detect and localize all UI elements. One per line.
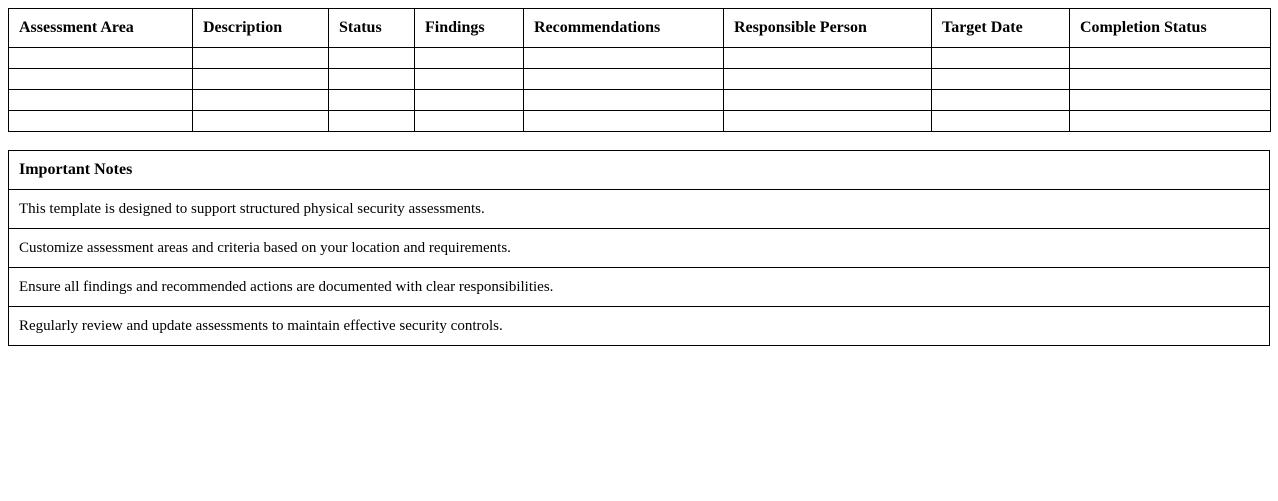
table-cell[interactable] <box>524 111 724 132</box>
table-row <box>9 90 1271 111</box>
notes-table <box>8 150 1270 346</box>
table-cell[interactable] <box>1070 48 1271 69</box>
document-body <box>8 8 1270 346</box>
table-cell[interactable] <box>415 111 524 132</box>
note-item: This template is designed to support structured physical security assessments. <box>9 190 1270 229</box>
table-cell[interactable] <box>524 90 724 111</box>
table-cell[interactable] <box>193 48 329 69</box>
header-responsible-person: Responsible Person <box>724 9 932 48</box>
note-item: Customize assessment areas and criteria based on your location and requirements. <box>9 229 1270 268</box>
assessment-table <box>8 8 1271 132</box>
table-cell[interactable] <box>932 90 1070 111</box>
table-row <box>9 69 1271 90</box>
table-cell[interactable] <box>932 48 1070 69</box>
table-cell[interactable] <box>932 69 1070 90</box>
note-item: Regularly review and update assessments to maintain effective security controls. <box>9 307 1270 346</box>
table-cell[interactable] <box>724 48 932 69</box>
table-cell[interactable] <box>193 111 329 132</box>
table-cell[interactable] <box>329 69 415 90</box>
table-cell[interactable] <box>329 111 415 132</box>
table-cell[interactable] <box>329 90 415 111</box>
header-status: Status <box>329 9 415 48</box>
table-cell[interactable] <box>415 69 524 90</box>
header-assessment-area: Assessment Area <box>9 9 193 48</box>
table-cell[interactable] <box>524 48 724 69</box>
table-cell[interactable] <box>415 90 524 111</box>
table-cell[interactable] <box>9 90 193 111</box>
table-cell[interactable] <box>9 111 193 132</box>
table-cell[interactable] <box>724 69 932 90</box>
table-cell[interactable] <box>724 90 932 111</box>
table-cell[interactable] <box>193 90 329 111</box>
table-cell[interactable] <box>329 48 415 69</box>
table-cell[interactable] <box>524 69 724 90</box>
table-cell[interactable] <box>9 48 193 69</box>
note-row <box>9 307 1270 346</box>
table-row <box>9 48 1271 69</box>
table-cell[interactable] <box>9 69 193 90</box>
notes-title: Important Notes <box>9 151 1270 190</box>
note-row <box>9 268 1270 307</box>
table-cell[interactable] <box>724 111 932 132</box>
table-cell[interactable] <box>932 111 1070 132</box>
header-completion-status: Completion Status <box>1070 9 1271 48</box>
header-findings: Findings <box>415 9 524 48</box>
table-row <box>9 111 1271 132</box>
note-row <box>9 229 1270 268</box>
table-cell[interactable] <box>193 69 329 90</box>
note-row <box>9 190 1270 229</box>
table-cell[interactable] <box>415 48 524 69</box>
header-description: Description <box>193 9 329 48</box>
notes-header-row <box>9 151 1270 190</box>
header-row <box>9 9 1271 48</box>
header-recommendations: Recommendations <box>524 9 724 48</box>
note-item: Ensure all findings and recommended actions are documented with clear responsibilities. <box>9 268 1270 307</box>
header-target-date: Target Date <box>932 9 1070 48</box>
table-cell[interactable] <box>1070 69 1271 90</box>
table-cell[interactable] <box>1070 111 1271 132</box>
table-cell[interactable] <box>1070 90 1271 111</box>
